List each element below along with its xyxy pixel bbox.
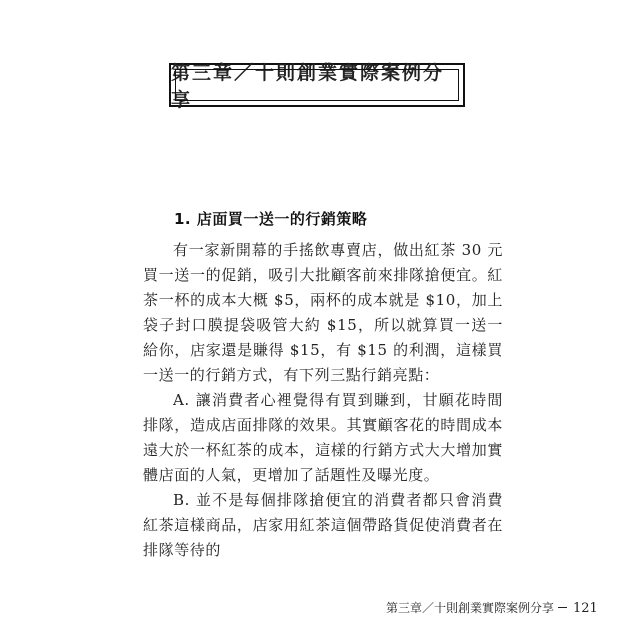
running-title: 第三章／十則創業實際案例分享 <box>386 601 555 615</box>
paragraph: B. 並不是每個排隊搶便宜的消費者都只會消費紅茶這樣商品，店家用紅茶這個帶路貨促使消費者在排隊等待的 <box>143 491 503 559</box>
footer-dash <box>558 607 567 608</box>
paragraph: 有一家新開幕的手搖飲專賣店，做出紅茶 30 元買一送一的促銷，吸引大批顧客前來排隊搶便宜。紅茶一杯的成本大概 $5，兩杯的成本就是 $10，加上袋子封口膜提袋吸管大約 $15，所以就算買一送一給你，店家還是賺得 $15，有 $15 的利潤，這樣買一送一的行銷方式，有下列三點行銷亮點： <box>143 241 503 384</box>
page-number: 121 <box>573 601 598 616</box>
paragraph: A. 讓消費者心裡覺得有買到賺到，甘願花時間排隊，造成店面排隊的效果。其實顧客花的時間成本遠大於一杯紅茶的成本，這樣的行銷方式大大增加實體店面的人氣，更增加了話題性及曝光度。 <box>143 391 503 484</box>
section-heading: 1. 店面買一送一的行銷策略 <box>174 210 368 228</box>
body-text <box>143 238 503 563</box>
chapter-title-banner <box>169 62 465 111</box>
page-footer <box>386 599 598 616</box>
chapter-title: 第三章／十則創業實際案例分享 <box>171 62 445 111</box>
